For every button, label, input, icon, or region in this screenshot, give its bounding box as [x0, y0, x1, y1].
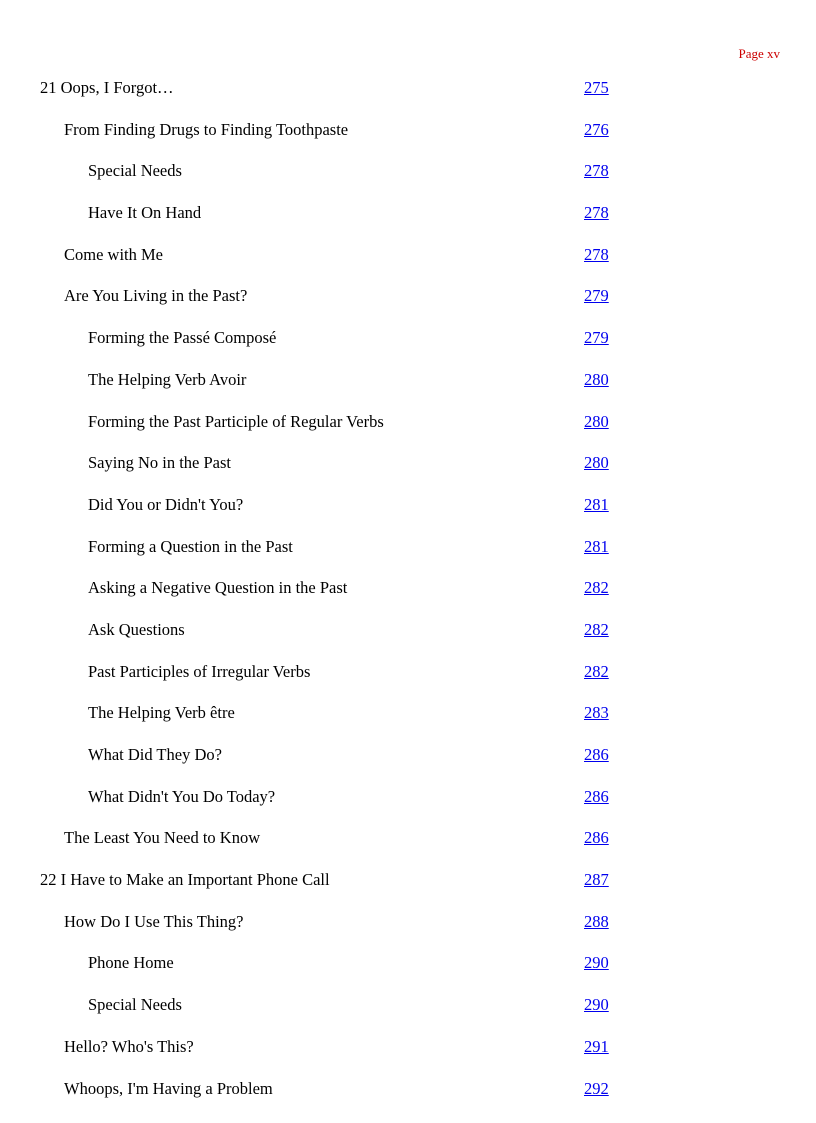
toc-page-link[interactable]: 286 [584, 828, 609, 848]
toc-entry-title: Ask Questions [88, 619, 185, 639]
toc-entry [0, 284, 816, 326]
toc-page-link[interactable]: 287 [584, 870, 609, 890]
toc-page-link[interactable]: 279 [584, 286, 609, 306]
toc-entry [0, 410, 816, 452]
toc-entry [0, 951, 816, 993]
toc-page-link[interactable]: 286 [584, 745, 609, 764]
toc-entry [0, 368, 816, 410]
toc-entry [0, 868, 816, 910]
toc-page-link[interactable]: 280 [584, 369, 609, 389]
toc-page-link[interactable]: 279 [584, 328, 609, 348]
toc-entry-title: 22 I Have to Make an Important Phone Call [40, 870, 330, 890]
toc-entry-title: The Helping Verb être [88, 703, 235, 723]
toc-entry-title: Are You Living in the Past? [64, 286, 248, 306]
toc-page-link[interactable]: 290 [584, 953, 609, 973]
toc-entry-title: From Finding Drugs to Finding Toothpaste [64, 119, 349, 139]
toc-page-link[interactable]: 292 [584, 1078, 609, 1098]
toc-entry [0, 201, 816, 243]
toc-entry [0, 535, 816, 577]
toc-entry [0, 451, 816, 493]
toc-entry [0, 576, 816, 618]
table-of-contents [0, 76, 816, 1118]
toc-page-link[interactable]: 281 [584, 536, 609, 556]
toc-entry [0, 76, 816, 118]
toc-entry-title: Saying No in the Past [88, 453, 231, 473]
toc-page-link[interactable]: 278 [584, 244, 609, 264]
toc-entry-title: Forming the Past Participle of Regular Verbs [88, 411, 384, 431]
toc-page-link[interactable]: 286 [584, 786, 609, 806]
toc-page-link[interactable]: 278 [584, 161, 609, 181]
toc-entry [0, 618, 816, 660]
toc-entry [0, 826, 816, 868]
toc-entry [0, 493, 816, 535]
toc-entry-title: What Didn't You Do Today? [88, 786, 276, 806]
toc-page-link[interactable]: 280 [584, 453, 609, 473]
page-number-label: Page xv [738, 46, 780, 61]
toc-entry-title: Have It On Hand [88, 203, 202, 223]
toc-page-link[interactable]: 282 [584, 578, 609, 598]
toc-page-link[interactable]: 280 [584, 411, 609, 431]
toc-entry-title: How Do I Use This Thing? [64, 911, 244, 931]
toc-entry [0, 660, 816, 702]
toc-page-link[interactable]: 281 [584, 494, 609, 514]
toc-page-link[interactable]: 282 [584, 661, 609, 681]
toc-entry [0, 159, 816, 201]
toc-page-link[interactable]: 288 [584, 911, 609, 931]
toc-page-link[interactable]: 282 [584, 619, 609, 639]
toc-entry-title: Phone Home [88, 953, 174, 973]
toc-entry-title: Did You or Didn't You? [88, 494, 244, 514]
toc-entry [0, 1077, 816, 1119]
toc-entry-title: The Helping Verb Avoir [88, 369, 247, 389]
toc-entry [0, 910, 816, 952]
toc-entry-title: Special Needs [88, 161, 182, 181]
toc-entry [0, 785, 816, 827]
toc-entry-title: Special Needs [88, 995, 182, 1015]
toc-page-link[interactable]: 283 [584, 703, 609, 723]
toc-page-link[interactable]: 291 [584, 1036, 609, 1056]
toc-entry [0, 1035, 816, 1077]
toc-entry [0, 243, 816, 285]
toc-entry-title: Forming the Passé Composé [88, 328, 277, 348]
toc-entry-title: The Least You Need to Know [64, 828, 261, 848]
toc-entry [0, 701, 816, 743]
toc-entry-title: Past Participles of Irregular Verbs [88, 661, 311, 681]
toc-page-link[interactable]: 290 [584, 995, 609, 1015]
toc-entry-title: What Did They Do? [88, 745, 222, 764]
toc-entry [0, 326, 816, 368]
toc-entry-title: Hello? Who's This? [64, 1036, 194, 1056]
toc-page-link[interactable]: 276 [584, 119, 609, 139]
toc-page-link[interactable]: 278 [584, 203, 609, 223]
toc-entry-title: Come with Me [64, 244, 163, 264]
toc-entry [0, 993, 816, 1035]
toc-page-link[interactable]: 275 [584, 78, 609, 97]
toc-entry-title: Asking a Negative Question in the Past [88, 578, 348, 598]
toc-entry-title: Whoops, I'm Having a Problem [64, 1078, 273, 1098]
toc-entry [0, 743, 816, 785]
toc-entry-title: Forming a Question in the Past [88, 536, 293, 556]
toc-entry [0, 118, 816, 160]
toc-entry-title: 21 Oops, I Forgot… [40, 78, 174, 97]
